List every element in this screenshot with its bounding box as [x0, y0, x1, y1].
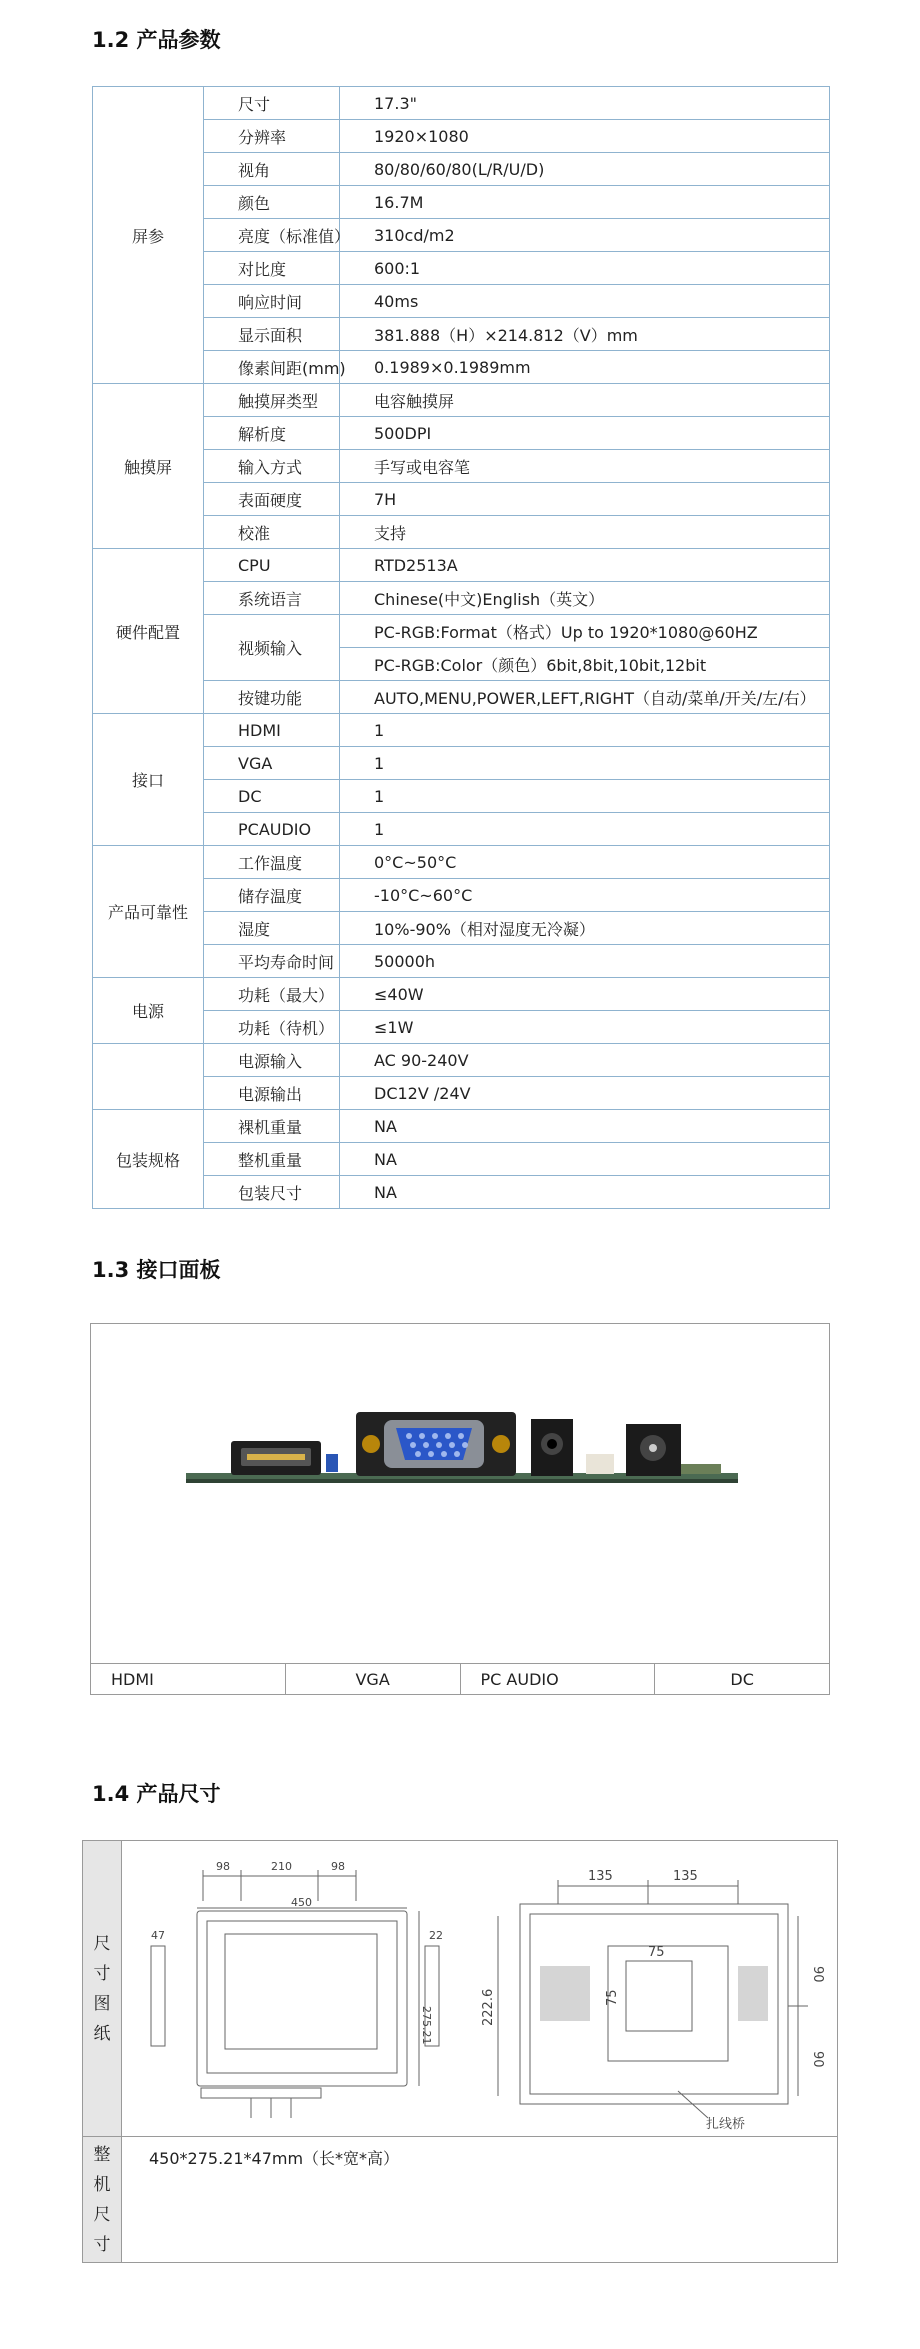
spec-row: [93, 813, 830, 846]
port-label-dc: DC: [730, 1670, 754, 1689]
back-dim-222: 222.6: [481, 1988, 496, 2026]
spec-row: [93, 681, 830, 714]
spec-row: [93, 846, 830, 879]
spec-row: [93, 120, 830, 153]
interface-panel: [90, 1323, 830, 1695]
spec-group-label: 包装规格: [93, 1110, 204, 1209]
spec-value: RTD2513A: [340, 549, 830, 582]
spec-value: 支持: [340, 516, 830, 549]
drawing-label-cell: 尺 寸 图 纸: [83, 1841, 122, 2137]
front-dimension-drawing: [131, 1856, 461, 2131]
spec-group-label: 屏参: [93, 87, 204, 384]
cable-bridge-note: 扎线桥: [706, 2117, 746, 2131]
section-title-dimensions: 1.4 产品尺寸: [92, 1782, 221, 1806]
front-dim-98-left: 98: [216, 1860, 230, 1873]
spec-key: 尺寸: [204, 87, 340, 120]
spec-value: DC12V /24V: [340, 1077, 830, 1110]
spec-key: 分辨率: [204, 120, 340, 153]
spec-value: AUTO,MENU,POWER,LEFT,RIGHT（自动/菜单/开关/左/右）: [340, 681, 830, 714]
spec-key: 按键功能: [204, 681, 340, 714]
dimension-table: [82, 1840, 838, 2263]
section-title-params: 1.2 产品参数: [92, 28, 221, 52]
spec-key: 功耗（待机）: [204, 1011, 340, 1044]
spec-row: [93, 945, 830, 978]
spec-value: AC 90-240V: [340, 1044, 830, 1077]
spec-row: [93, 153, 830, 186]
spec-value: NA: [340, 1143, 830, 1176]
spec-value: 500DPI: [340, 417, 830, 450]
spec-key: 解析度: [204, 417, 340, 450]
spec-group-label: 接口: [93, 714, 204, 846]
spec-row: [93, 978, 830, 1011]
back-dim-135-right: 135: [673, 1869, 698, 1884]
spec-value: 40ms: [340, 285, 830, 318]
spec-row: [93, 780, 830, 813]
spec-row: [93, 615, 830, 648]
port-caption-row: [91, 1663, 829, 1695]
spec-value: 600:1: [340, 252, 830, 285]
spec-value: ≤1W: [340, 1011, 830, 1044]
spec-key: HDMI: [204, 714, 340, 747]
spec-row: [93, 1143, 830, 1176]
back-dim-75-v: 75: [605, 1989, 620, 2006]
spec-value: 7H: [340, 483, 830, 516]
spec-table: [92, 86, 830, 1209]
spec-row: [93, 879, 830, 912]
spec-row: [93, 318, 830, 351]
spec-value: 0.1989×0.1989mm: [340, 351, 830, 384]
spec-key: 表面硬度: [204, 483, 340, 516]
spec-row: [93, 747, 830, 780]
section-title-interface: 1.3 接口面板: [92, 1258, 221, 1282]
spec-key: 校准: [204, 516, 340, 549]
spec-key: 储存温度: [204, 879, 340, 912]
spec-key: CPU: [204, 549, 340, 582]
port-label-hdmi: HDMI: [91, 1664, 286, 1695]
spec-row: [93, 714, 830, 747]
spec-key: 包装尺寸: [204, 1176, 340, 1209]
spec-row: [93, 1044, 830, 1077]
spec-row: [93, 1077, 830, 1110]
spec-value: ≤40W: [340, 978, 830, 1011]
back-dimension-drawing: [478, 1856, 828, 2131]
front-dim-210: 210: [271, 1860, 292, 1873]
spec-group-label: 产品可靠性: [93, 846, 204, 978]
interface-board-image: [91, 1324, 829, 1664]
spec-value: 310cd/m2: [340, 219, 830, 252]
back-dim-75-h: 75: [648, 1945, 665, 1960]
size-label-cell: 整 机 尺 寸: [83, 2137, 122, 2262]
spec-value: PC-RGB:Color（颜色）6bit,8bit,10bit,12bit: [340, 648, 830, 681]
spec-key: 亮度（标准值）: [204, 219, 340, 252]
spec-value: 17.3": [340, 87, 830, 120]
spec-value: 手写或电容笔: [340, 450, 830, 483]
spec-key: 整机重量: [204, 1143, 340, 1176]
spec-value: 80/80/60/80(L/R/U/D): [340, 153, 830, 186]
spec-group-label: 硬件配置: [93, 549, 204, 714]
spec-key: 视角: [204, 153, 340, 186]
spec-row: [93, 1110, 830, 1143]
spec-row: [93, 384, 830, 417]
spec-row: [93, 219, 830, 252]
spec-key: 电源输入: [204, 1044, 340, 1077]
spec-key: VGA: [204, 747, 340, 780]
spec-value: 16.7M: [340, 186, 830, 219]
front-dim-98-right: 98: [331, 1860, 345, 1873]
spec-value: -10°C~60°C: [340, 879, 830, 912]
spec-row: [93, 87, 830, 120]
spec-row: [93, 450, 830, 483]
spec-row: [93, 1176, 830, 1209]
spec-value: 1: [340, 780, 830, 813]
spec-group-label: 电源: [93, 978, 204, 1044]
spec-row: [93, 417, 830, 450]
spec-value: 电容触摸屏: [340, 384, 830, 417]
port-label-vga: VGA: [286, 1664, 461, 1695]
front-dim-450: 450: [291, 1896, 312, 1909]
back-dim-90-bottom: 90: [810, 2051, 825, 2068]
spec-row: [93, 516, 830, 549]
spec-key: DC: [204, 780, 340, 813]
spec-key: 裸机重量: [204, 1110, 340, 1143]
spec-value: 50000h: [340, 945, 830, 978]
spec-key: 平均寿命时间: [204, 945, 340, 978]
spec-key: PCAUDIO: [204, 813, 340, 846]
spec-key: 像素间距(mm): [204, 351, 340, 384]
spec-key: 响应时间: [204, 285, 340, 318]
spec-key: 触摸屏类型: [204, 384, 340, 417]
spec-key: 视频输入: [204, 615, 340, 681]
spec-value: 1: [340, 747, 830, 780]
spec-value: 1920×1080: [340, 120, 830, 153]
spec-key: 电源输出: [204, 1077, 340, 1110]
spec-key: 工作温度: [204, 846, 340, 879]
spec-row: [93, 285, 830, 318]
spec-row: [93, 1011, 830, 1044]
spec-key: 湿度: [204, 912, 340, 945]
spec-key: 系统语言: [204, 582, 340, 615]
spec-key: 功耗（最大）: [204, 978, 340, 1011]
spec-key: 颜色: [204, 186, 340, 219]
front-dim-275: 275.21: [420, 2006, 433, 2045]
front-dim-47: 47: [151, 1929, 165, 1942]
spec-row: [93, 252, 830, 285]
port-label-pc-audio: PC AUDIO: [461, 1664, 656, 1695]
spec-value: 10%-90%（相对湿度无冷凝）: [340, 912, 830, 945]
spec-row: [93, 912, 830, 945]
spec-row: [93, 186, 830, 219]
spec-row: [93, 549, 830, 582]
spec-value: 1: [340, 813, 830, 846]
spec-key: 输入方式: [204, 450, 340, 483]
spec-row: [93, 582, 830, 615]
spec-row: [93, 351, 830, 384]
spec-value: PC-RGB:Format（格式）Up to 1920*1080@60HZ: [340, 615, 830, 648]
spec-value: 1: [340, 714, 830, 747]
spec-value: NA: [340, 1176, 830, 1209]
back-dim-90-top: 90: [810, 1966, 825, 1983]
spec-value: NA: [340, 1110, 830, 1143]
spec-value: Chinese(中文)English（英文）: [340, 582, 830, 615]
spec-row: [93, 483, 830, 516]
front-dim-22: 22: [429, 1929, 443, 1942]
spec-group-label: 触摸屏: [93, 384, 204, 549]
spec-key: 显示面积: [204, 318, 340, 351]
back-dim-135-left: 135: [588, 1869, 613, 1884]
spec-value: 0°C~50°C: [340, 846, 830, 879]
spec-value: 381.888（H）×214.812（V）mm: [340, 318, 830, 351]
spec-group-label: [93, 1044, 204, 1110]
spec-key: 对比度: [204, 252, 340, 285]
overall-size-value: 450*275.21*47mm（长*宽*高）: [149, 2149, 400, 2168]
